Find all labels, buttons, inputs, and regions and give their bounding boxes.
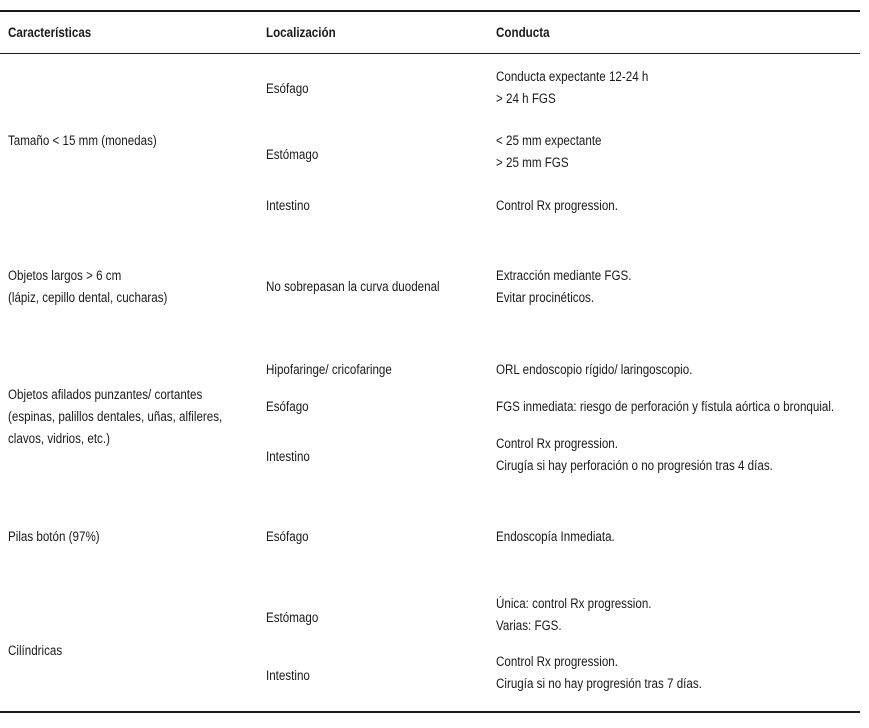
location-cell: Intestino [266,198,310,213]
conduct-cell [496,396,834,418]
conduct-line: > 25 mm FGS [496,155,569,170]
location-cell: Estómago [266,610,319,625]
conduct-cell [496,359,692,381]
header-location: Localización [266,25,336,40]
characteristic-line: Objetos afilados punzantes/ cortantes [8,387,203,402]
characteristic-button-batteries [8,526,100,548]
location-cell: No sobrepasan la curva duodenal [266,279,440,294]
characteristic-size [8,130,157,152]
characteristic-sharp-objects [8,384,222,450]
conduct-line: ORL endoscopio rígido/ laringoscopio. [496,362,693,377]
conduct-cell [496,130,602,174]
conduct-line: Cirugía si hay perforación o no progresión tras 4 días. [496,458,773,473]
table-header-rule [0,53,860,54]
conduct-line: Control Rx progression. [496,654,618,669]
location-cell: Esófago [266,81,309,96]
characteristic-line: Objetos largos > 6 cm [8,268,122,283]
characteristic-line: Tamaño < 15 mm (monedas) [8,133,157,148]
conduct-cell [496,265,632,309]
characteristic-line: (lápiz, cepillo dental, cucharas) [8,290,168,305]
conduct-line: Cirugía si no hay progresión tras 7 días. [496,676,702,691]
conduct-line: Varias: FGS. [496,618,562,633]
characteristic-line: Cilíndricas [8,643,63,658]
conduct-cell [496,195,618,217]
header-conduct: Conducta [496,25,550,40]
conduct-line: FGS inmediata: riesgo de perforación y fístula aórtica o bronquial. [496,399,835,414]
conduct-line: Evitar procinéticos. [496,290,595,305]
conduct-line: Conducta expectante 12-24 h [496,69,649,84]
conduct-cell [496,433,773,477]
conduct-cell [496,526,615,548]
characteristic-long-objects [8,265,167,309]
table-top-rule [0,10,860,12]
conduct-line: Endoscopía Inmediata. [496,529,615,544]
conduct-line: > 24 h FGS [496,91,556,106]
location-cell: Esófago [266,399,309,414]
characteristic-line: Pilas botón (97%) [8,529,100,544]
location-cell: Hipofaringe/ cricofaringe [266,362,392,377]
location-cell: Esófago [266,529,309,544]
header-characteristics: Características [8,25,92,40]
conduct-line: Control Rx progression. [496,436,618,451]
location-cell: Estómago [266,147,319,162]
conduct-cell [496,651,702,695]
conduct-line: Control Rx progression. [496,198,618,213]
conduct-cell [496,593,652,637]
characteristic-line: clavos, vidrios, etc.) [8,431,110,446]
characteristic-cylindrical [8,640,62,662]
conduct-cell [496,66,648,110]
location-cell: Intestino [266,668,310,683]
conduct-line: Única: control Rx progression. [496,596,652,611]
conduct-line: Extracción mediante FGS. [496,268,632,283]
table-bottom-rule [0,711,860,713]
conduct-line: < 25 mm expectante [496,133,602,148]
location-cell: Intestino [266,449,310,464]
characteristic-line: (espinas, palillos dentales, uñas, alfileres, [8,409,223,424]
